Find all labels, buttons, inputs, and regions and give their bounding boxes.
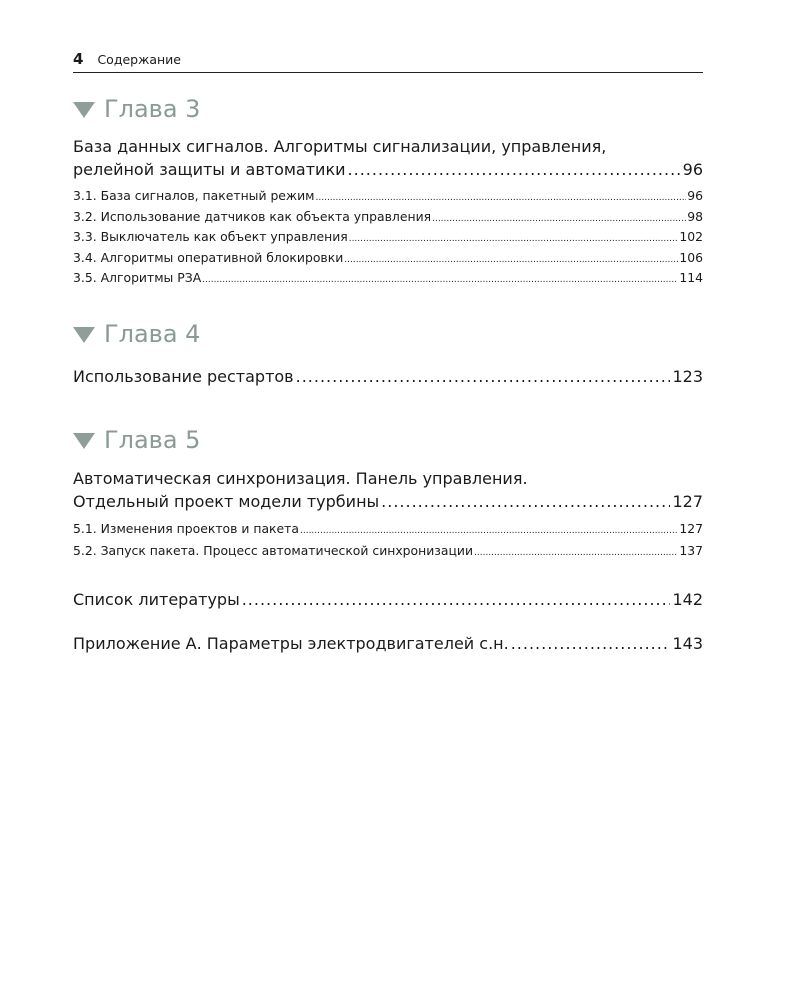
toc-subentry[interactable]	[73, 541, 703, 563]
chapter-4-heading	[73, 320, 703, 348]
leader-dots	[300, 521, 678, 541]
chapter-5-heading	[73, 426, 703, 454]
subentry-label: 3.3. Выключатель как объект управления	[73, 229, 348, 244]
toc-subentry[interactable]	[73, 269, 703, 290]
leader-dots	[381, 490, 670, 513]
triangle-down-icon	[73, 433, 95, 449]
chapter-4-page: 123	[672, 366, 703, 386]
bibliography-label: Список литературы	[73, 589, 240, 609]
leader-dots	[474, 543, 678, 563]
subentry-label: 3.1. База сигналов, пакетный режим	[73, 188, 315, 203]
chapter-3-title: Глава 3	[104, 95, 201, 123]
chapter-3-page: 96	[682, 160, 703, 179]
section-title: Содержание	[97, 52, 181, 67]
chapter-3-title-line-2: релейной защиты и автоматики	[73, 160, 346, 179]
subentry-label: 5.2. Запуск пакета. Процесс автоматической синхронизации	[73, 542, 473, 558]
chapter-3-title-line-1: База данных сигналов. Алгоритмы сигнализации, управления,	[73, 137, 607, 156]
bibliography-page: 142	[672, 589, 703, 609]
toc-subentry[interactable]	[73, 187, 703, 208]
chapter-5-title: Глава 5	[104, 425, 201, 454]
chapter-5-entry[interactable]	[73, 467, 703, 513]
leader-dots	[296, 365, 671, 388]
chapter-3-entry[interactable]	[73, 135, 703, 181]
chapter-5-title-line-1: Автоматическая синхронизация. Панель управления.	[73, 468, 528, 488]
appendix-entry[interactable]	[73, 632, 703, 655]
leader-dots	[348, 158, 681, 181]
triangle-down-icon	[73, 327, 95, 343]
bibliography-entry[interactable]	[73, 588, 703, 611]
subentry-page: 114	[679, 270, 703, 285]
subentry-label: 3.5. Алгоритмы РЗА	[73, 270, 202, 285]
subentry-label: 3.2. Использование датчиков как объекта управления	[73, 208, 432, 224]
chapter-4-title: Глава 4	[104, 319, 201, 348]
subentry-label: 5.1. Изменения проектов и пакета	[73, 520, 299, 536]
subentry-page: 127	[679, 520, 703, 536]
leader-dots	[511, 632, 671, 655]
chapter-5-page: 127	[672, 491, 703, 511]
chapter-3-heading	[73, 95, 703, 123]
leader-dots	[349, 230, 679, 249]
subentry-label: 3.4. Алгоритмы оперативной блокировки	[73, 249, 344, 265]
subentry-page: 106	[679, 249, 703, 265]
subentry-page: 137	[679, 542, 703, 558]
appendix-label: Приложение А. Параметры электродвигателей с.н.	[73, 633, 509, 653]
subentry-page: 102	[679, 229, 703, 244]
chapter-3-subsections	[73, 187, 703, 290]
toc-subentry[interactable]	[73, 208, 703, 229]
subentry-page: 98	[687, 208, 703, 224]
leader-dots	[316, 189, 687, 208]
leader-dots	[202, 271, 678, 290]
appendix-page: 143	[672, 633, 703, 653]
leader-dots	[344, 251, 678, 270]
leader-dots	[242, 588, 671, 611]
triangle-down-icon	[73, 102, 95, 118]
page-number: 4	[73, 50, 84, 68]
leader-dots	[432, 210, 686, 229]
chapter-4-entry[interactable]	[73, 365, 703, 388]
toc-subentry[interactable]	[73, 519, 703, 541]
chapter-5-subsections	[73, 519, 703, 563]
toc-page	[73, 50, 703, 655]
subentry-page: 96	[687, 188, 703, 203]
chapter-4-label: Использование рестартов	[73, 366, 294, 386]
toc-subentry[interactable]	[73, 249, 703, 270]
chapter-5-title-line-2: Отдельный проект модели турбины	[73, 491, 380, 511]
toc-subentry[interactable]	[73, 228, 703, 249]
running-header	[73, 50, 703, 73]
